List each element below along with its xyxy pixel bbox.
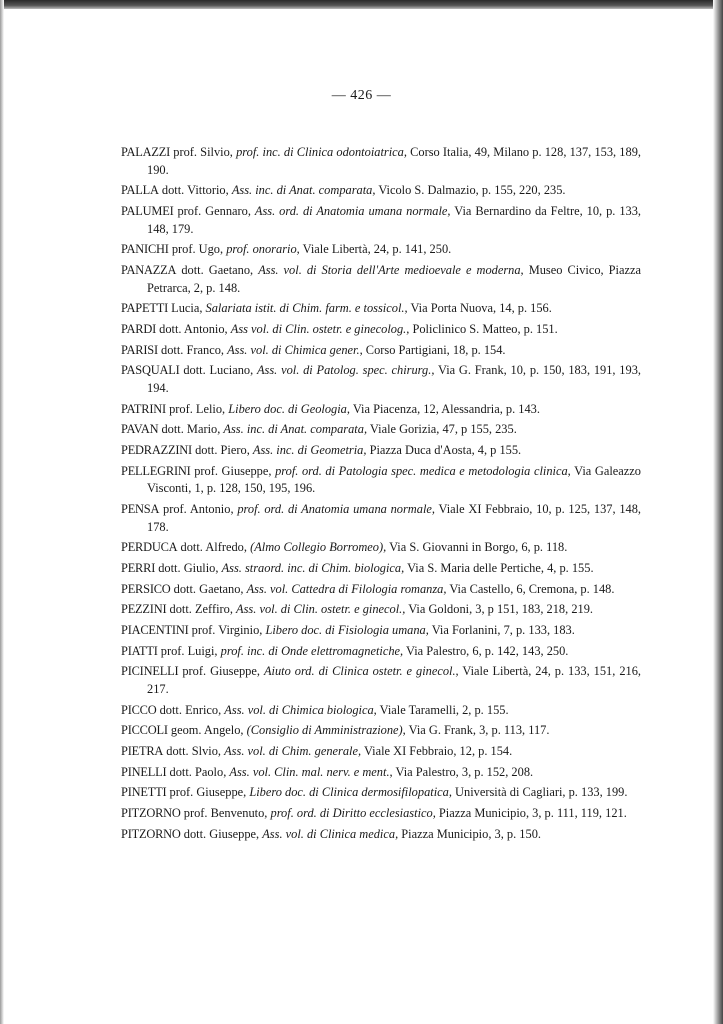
- entry-affiliation: Ass. vol. di Clinica medica,: [262, 826, 399, 841]
- entry-title-name: dott. Antonio,: [156, 321, 231, 336]
- entry-details: Via Porta Nuova, 14, p. 156.: [407, 301, 552, 316]
- directory-entry: [121, 663, 641, 698]
- entry-title-name: dott. Enrico,: [156, 702, 225, 717]
- entry-surname: PEDRAZZINI: [121, 442, 192, 457]
- entry-title-name: dott. Gaetano,: [176, 262, 259, 277]
- directory-entry: [121, 539, 641, 557]
- entry-title-name: dott. Gaetano,: [170, 581, 247, 596]
- entry-title-name: prof. Silvio,: [170, 145, 237, 159]
- directory-entry: [121, 764, 641, 782]
- entry-title-name: dott. Mario,: [158, 422, 224, 437]
- entry-affiliation: Ass. ord. di Anatomia umana normale,: [254, 203, 451, 218]
- entry-details: Via G. Frank, 3, p. 113, 117.: [405, 723, 550, 738]
- entry-details: Via G. Frank, 10, p. 150, 183, 191, 193, 194.: [147, 363, 641, 395]
- scan-left-edge: [0, 0, 4, 1024]
- entry-title-name: Lucia,: [168, 301, 206, 316]
- entry-title-name: dott. Paolo,: [166, 764, 230, 779]
- entry-details: Via Forlanini, 7, p. 133, 183.: [428, 622, 575, 637]
- entry-details: Museo Civico, Piazza Petrarca, 2, p. 148.: [147, 262, 641, 295]
- entry-affiliation: Ass. vol. Cattedra di Filologia romanza,: [246, 581, 447, 596]
- directory-entry: [121, 722, 641, 740]
- entry-affiliation: prof. onorario,: [226, 242, 300, 257]
- entry-surname: PERDUCA: [121, 540, 178, 555]
- entry-title-name: dott. Franco,: [157, 342, 228, 357]
- entry-surname: PAPETTI: [121, 301, 169, 316]
- directory-entry: [121, 622, 641, 640]
- entry-details: Via Palestro, 6, p. 142, 143, 250.: [403, 643, 569, 658]
- entry-details: Via S. Giovanni in Borgo, 6, p. 118.: [386, 540, 568, 555]
- entry-affiliation: Ass. inc. di Geometria,: [252, 442, 367, 457]
- entry-surname: PIETRA: [121, 743, 164, 758]
- entry-surname: PIATTI: [121, 643, 158, 658]
- entry-title-name: prof. Giuseppe,: [190, 463, 276, 478]
- entry-title-name: dott. Giuseppe,: [180, 826, 263, 841]
- entry-details: Via Galeazzo Visconti, 1, p. 128, 150, 195, 196.: [147, 463, 641, 496]
- directory-entry: [121, 203, 641, 238]
- directory-entry: [121, 805, 641, 823]
- entry-surname: PIACENTINI: [121, 622, 189, 637]
- entry-title-name: prof. Luigi,: [157, 643, 221, 658]
- entry-affiliation: Ass. inc. di Anat. comparata,: [223, 422, 368, 437]
- entry-surname: PALUMEI: [121, 203, 174, 218]
- directory-entry: [121, 702, 641, 720]
- entry-details: Piazza Municipio, 3, p. 111, 119, 121.: [435, 806, 627, 821]
- directory-entry: [121, 401, 641, 419]
- entry-affiliation: Ass. vol. di Chimica biologica,: [224, 702, 377, 717]
- scan-right-edge: [713, 0, 723, 1024]
- entry-title-name: prof. Giuseppe,: [166, 785, 250, 800]
- entry-details: Via Piacenza, 12, Alessandria, p. 143.: [349, 401, 540, 416]
- entry-title-name: dott. Slvio,: [163, 743, 225, 758]
- entry-surname: PALLA: [121, 183, 159, 198]
- entry-affiliation: (Almo Collegio Borromeo),: [250, 540, 387, 555]
- entry-details: Viale XI Febbraio, 10, p. 125, 137, 148, 178.: [147, 501, 642, 534]
- entry-affiliation: Salariata istit. di Chim. farm. e tossicol.,: [205, 301, 408, 316]
- entry-surname: PINETTI: [121, 785, 167, 800]
- entry-affiliation: Libero doc. di Geologia,: [228, 401, 350, 416]
- entry-surname: PITZORNO: [121, 806, 181, 821]
- entry-affiliation: prof. ord. di Diritto ecclesiastico,: [270, 806, 436, 821]
- entry-details: Viale XI Febbraio, 12, p. 154.: [361, 743, 513, 758]
- entry-affiliation: Aiuto ord. di Clinica ostetr. e ginecol.,: [263, 664, 459, 679]
- entry-details: Via Bernardino da Feltre, 10, p. 133, 148, 179.: [147, 203, 641, 236]
- entry-details: Corso Italia, 49, Milano p. 128, 137, 153, 189, 190.: [147, 145, 641, 177]
- directory-entry: [121, 421, 641, 439]
- entry-affiliation: Ass. vol. di Storia dell'Arte medioevale e moderna,: [258, 262, 524, 277]
- entry-surname: PICCOLI: [121, 723, 168, 738]
- entry-surname: PEZZINI: [121, 602, 167, 617]
- entry-details: Corso Partigiani, 18, p. 154.: [362, 342, 506, 357]
- directory-entry: [121, 784, 641, 802]
- entry-surname: PARISI: [121, 342, 158, 357]
- entry-title-name: prof. Gennaro,: [173, 203, 255, 218]
- directory-entry: [121, 362, 641, 397]
- directory-entry: [121, 241, 641, 259]
- entry-surname: PASQUALI: [121, 363, 180, 378]
- entry-surname: PANAZZA: [121, 262, 177, 277]
- entry-affiliation: Libero doc. di Clinica dermosifilopatica,: [249, 785, 452, 800]
- entry-title-name: dott. Alfredo,: [177, 540, 251, 555]
- directory-entry: [121, 643, 641, 661]
- entry-affiliation: Ass. vol. di Patolog. spec. chirurg.,: [256, 363, 435, 378]
- directory-entry: [121, 463, 641, 498]
- entry-surname: PENSA: [121, 501, 160, 516]
- entry-affiliation: Ass. vol. di Chimica gener.,: [227, 342, 363, 357]
- entry-surname: PERSICO: [121, 581, 171, 596]
- entry-surname: PITZORNO: [121, 826, 181, 841]
- entry-details: Viale Libertà, 24, p. 133, 151, 216, 217.: [147, 664, 642, 696]
- directory-entry: [121, 144, 641, 179]
- entry-affiliation: Libero doc. di Fisiologia umana,: [265, 622, 429, 637]
- entry-affiliation: (Consiglio di Amministrazione),: [246, 723, 406, 738]
- entry-details: Via Castello, 6, Cremona, p. 148.: [446, 581, 615, 596]
- entry-affiliation: Ass. vol. di Clin. ostetr. e ginecol.,: [236, 602, 406, 617]
- entry-details: Via Goldoni, 3, p 151, 183, 218, 219.: [405, 602, 593, 617]
- entry-surname: PINELLI: [121, 764, 167, 779]
- directory-entry: [121, 743, 641, 761]
- directory-entry: [121, 342, 641, 360]
- entry-title-name: prof. Ugo,: [168, 242, 227, 257]
- entry-surname: PATRINI: [121, 401, 166, 416]
- entry-affiliation: Ass. inc. di Anat. comparata,: [231, 183, 376, 198]
- entry-title-name: prof. Giuseppe,: [178, 664, 264, 679]
- entry-surname: PALAZZI: [121, 145, 171, 159]
- entry-title-name: dott. Piero,: [191, 442, 253, 457]
- entry-details: Piazza Duca d'Aosta, 4, p 155.: [366, 442, 522, 457]
- directory-entry: [121, 826, 641, 844]
- entry-title-name: prof. Virginio,: [188, 622, 266, 637]
- entry-title-name: dott. Luciano,: [179, 363, 257, 378]
- entry-surname: PICINELLI: [121, 664, 179, 679]
- entry-affiliation: prof. inc. di Onde elettromagnetiche,: [220, 643, 404, 658]
- entry-affiliation: prof. ord. di Patologia spec. medica e metodologia clinica,: [275, 463, 571, 478]
- directory-entry: [121, 560, 641, 578]
- entry-surname: PELLEGRINI: [121, 463, 191, 478]
- entry-affiliation: prof. inc. di Clinica odontoiatrica,: [236, 145, 407, 159]
- entry-title-name: prof. Benvenuto,: [180, 806, 271, 821]
- entry-affiliation: Ass vol. di Clin. ostetr. e ginecolog.,: [230, 321, 410, 336]
- entry-title-name: dott. Vittorio,: [158, 183, 232, 198]
- entry-title-name: prof. Antonio,: [159, 501, 238, 516]
- entry-details: Viale Taramelli, 2, p. 155.: [376, 702, 509, 717]
- entry-title-name: dott. Giulio,: [155, 560, 222, 575]
- entry-details: Via Palestro, 3, p. 152, 208.: [392, 764, 534, 779]
- entry-affiliation: prof. ord. di Anatomia umana normale,: [237, 501, 435, 516]
- entry-affiliation: Ass. vol. Clin. mal. nerv. e ment.,: [229, 764, 393, 779]
- directory-entry: [121, 262, 641, 297]
- entry-details: Policlinico S. Matteo, p. 151.: [409, 321, 558, 336]
- directory-entry: [121, 601, 641, 619]
- entry-surname: PARDI: [121, 321, 157, 336]
- entry-affiliation: Ass. straord. inc. di Chim. biologica,: [221, 560, 405, 575]
- directory-entry: [121, 182, 641, 200]
- entry-affiliation: Ass. vol. di Chim. generale,: [224, 743, 362, 758]
- entry-surname: PAVAN: [121, 422, 159, 437]
- directory-entry: [121, 300, 641, 318]
- entry-details: Via S. Maria delle Pertiche, 4, p. 155.: [404, 560, 594, 575]
- entry-details: Vicolo S. Dalmazio, p. 155, 220, 235.: [375, 183, 566, 198]
- scan-top-border: [0, 0, 723, 9]
- entry-details: Università di Cagliari, p. 133, 199.: [451, 785, 628, 800]
- entry-title-name: geom. Angelo,: [167, 723, 247, 738]
- entry-title-name: dott. Zeffiro,: [166, 602, 237, 617]
- directory-entry: [121, 501, 641, 536]
- directory-entries: [121, 144, 641, 846]
- page-number: — 426 —: [331, 88, 392, 103]
- directory-entry: [121, 442, 641, 460]
- entry-surname: PICCO: [121, 702, 157, 717]
- directory-entry: [121, 581, 641, 599]
- entry-surname: PANICHI: [121, 242, 169, 257]
- directory-entry: [121, 321, 641, 339]
- entry-surname: PERRI: [121, 560, 156, 575]
- entry-title-name: prof. Lelio,: [165, 401, 229, 416]
- entry-details: Piazza Municipio, 3, p. 150.: [398, 826, 541, 841]
- entry-details: Viale Libertà, 24, p. 141, 250.: [299, 242, 452, 257]
- entry-details: Viale Gorizia, 47, p 155, 235.: [367, 422, 517, 437]
